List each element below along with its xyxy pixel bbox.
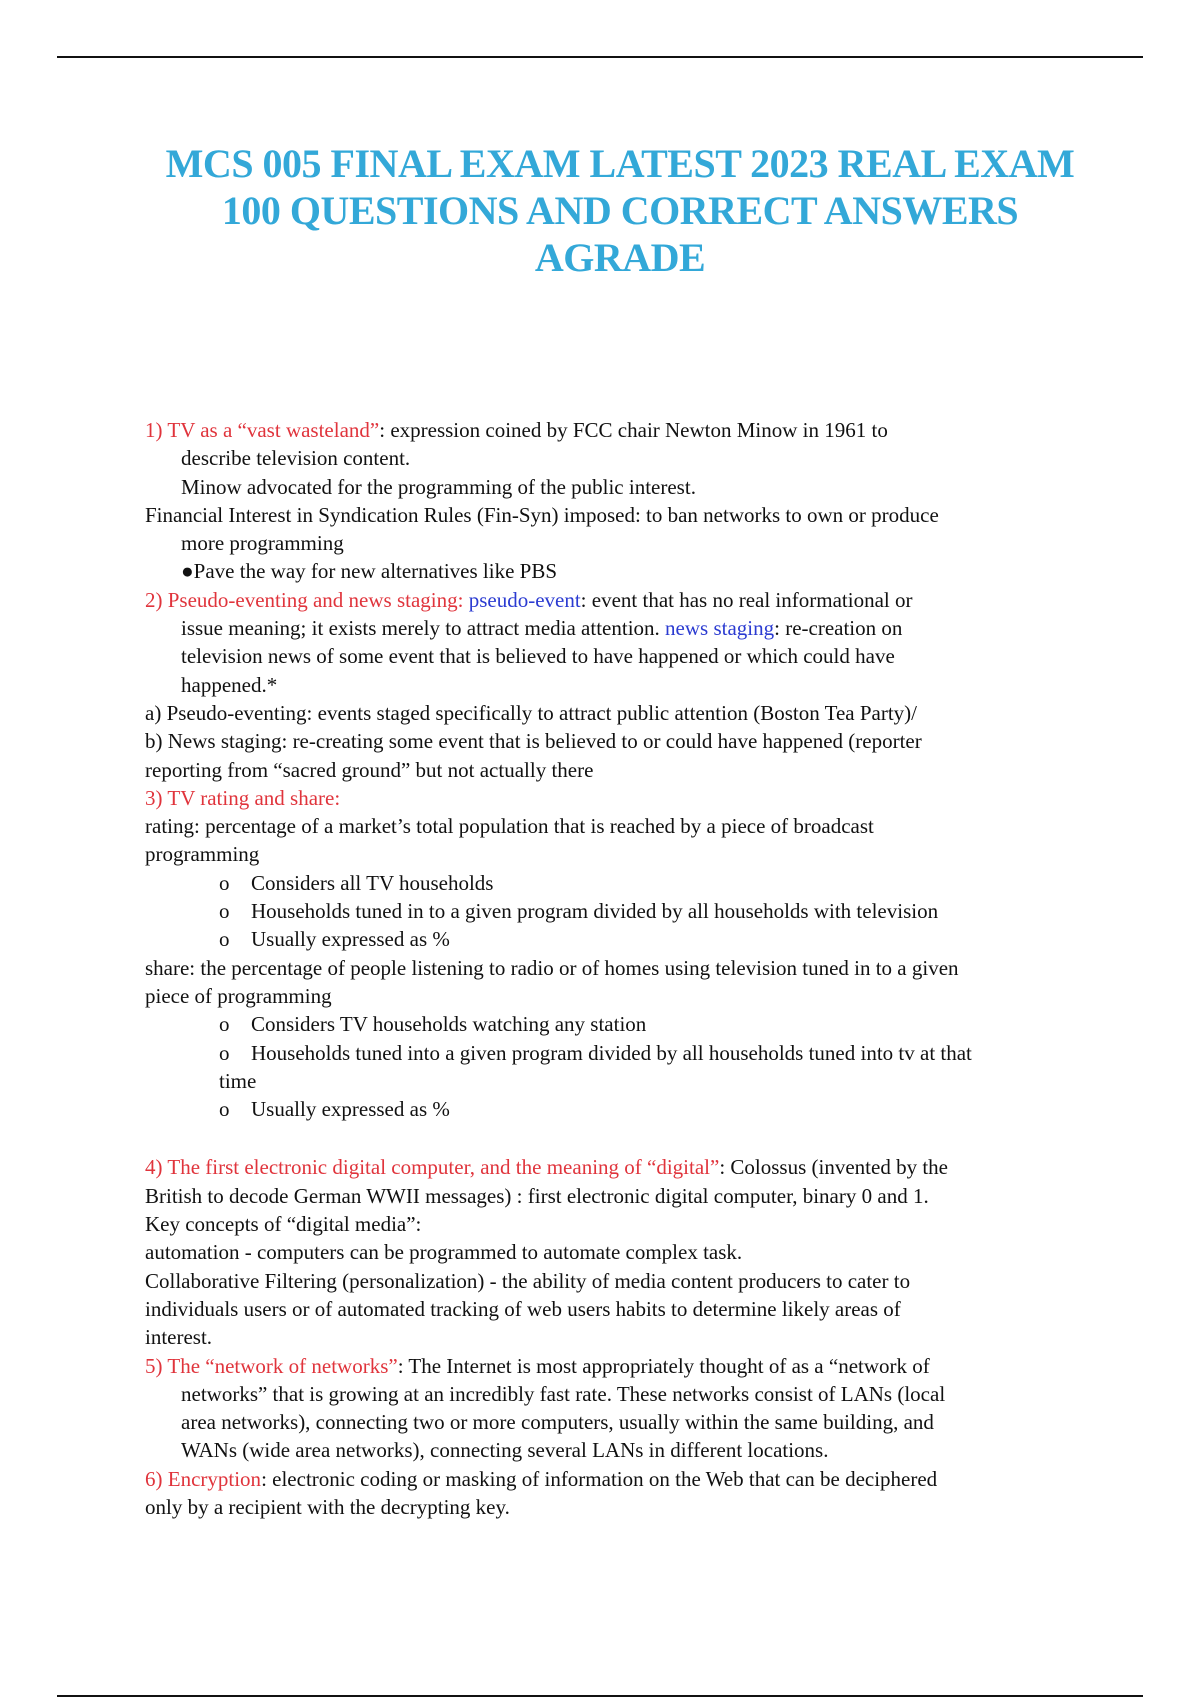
spacer [145, 1123, 1100, 1153]
q1-line: 1) TV as a “vast wasteland”: expression coined by FCC chair Newton Minow in 1961 to [145, 418, 888, 442]
list-item-continuation: time [219, 1068, 257, 1093]
q5-heading: 5) The “network of networks” [145, 1353, 398, 1378]
title-line-1: MCS 005 FINAL EXAM LATEST 2023 REAL EXAM [165, 141, 1075, 186]
bullet-icon: o [219, 1097, 230, 1122]
page-title [80, 140, 1160, 281]
q5-line: networks” that is growing at an incredibly fast rate. These networks consist of LANs (local [181, 1381, 946, 1406]
q6-heading: 6) Encryption [145, 1466, 262, 1491]
bullet-icon: o [219, 1040, 230, 1065]
q2-item-a: a) Pseudo-eventing: events staged specifically to attract public attention (Boston Tea Party)/ [145, 700, 918, 725]
q4-heading: 4) The first electronic digital computer, and the meaning of “digital” [145, 1155, 720, 1180]
q4-line: 4) The first electronic digital computer, and the meaning of “digital”: Colossus (invented by the [145, 1155, 948, 1180]
q3-rating: rating: percentage of a market’s total population that is reached by a piece of broadcast [145, 814, 874, 839]
list-item: o Usually expressed as % [145, 1095, 1100, 1123]
list-item: o Usually expressed as % [145, 925, 1100, 953]
list-item: o Households tuned in to a given program divided by all households with television [145, 897, 1100, 925]
q3-share: share: the percentage of people listening to radio or of homes using television tuned in to a given [145, 955, 959, 980]
term-pseudo-event: pseudo-event [468, 587, 581, 612]
q5-line: WANs (wide area networks), connecting several LANs in different locations. [181, 1438, 829, 1463]
bullet-icon: o [219, 927, 230, 952]
list-item: o Households tuned into a given program divided by all households tuned into tv at that [145, 1039, 1100, 1067]
q1-line: Minow advocated for the programming of the public interest. [181, 474, 696, 499]
q6-line: only by a recipient with the decrypting key. [145, 1494, 510, 1519]
list-item: o Considers all TV households [145, 869, 1100, 897]
q4-line: British to decode German WWII messages) : first electronic digital computer, binary 0 and 1. [145, 1183, 929, 1208]
q1-heading: 1) TV as a “vast wasteland” [145, 418, 380, 442]
q4-line: Collaborative Filtering (personalization) - the ability of media content producers to cater to [145, 1268, 911, 1293]
q5-line: area networks), connecting two or more computers, usually within the same building, and [181, 1410, 934, 1435]
q3-heading: 3) TV rating and share: [145, 785, 341, 810]
title-line-2: 100 QUESTIONS AND CORRECT ANSWERS [221, 188, 1019, 233]
q2-line: reporting from “sacred ground” but not actually there [145, 757, 594, 782]
q3-line: piece of programming [145, 983, 332, 1008]
bottom-rule [57, 1695, 1143, 1697]
q1-line: describe television content. [181, 446, 411, 471]
document-body [145, 416, 1100, 1521]
q3-line: programming [145, 842, 260, 867]
q6-line: 6) Encryption: electronic coding or masking of information on the Web that can be deciphered [145, 1466, 938, 1491]
q2-item-b: b) News staging: re-creating some event that is believed to or could have happened (reporter [145, 729, 922, 754]
q4-line: interest. [145, 1325, 213, 1350]
q4-line: automation - computers can be programmed to automate complex task. [145, 1240, 743, 1265]
q2-heading: 2) Pseudo-eventing and news staging: [145, 587, 469, 612]
q2-line: television news of some event that is believed to have happened or which could have [181, 644, 895, 669]
title-line-3: AGRADE [534, 235, 706, 280]
bullet-icon: o [219, 899, 230, 924]
term-news-staging: news staging [665, 616, 775, 641]
q4-line: individuals users or of automated tracking of web users habits to determine likely areas of [145, 1296, 901, 1321]
q2-line: 2) Pseudo-eventing and news staging: pseudo-event: event that has no real informational or [145, 587, 913, 612]
top-rule [57, 56, 1143, 58]
q1-bullet: ●Pave the way for new alternatives like PBS [181, 559, 558, 584]
q1-line: Financial Interest in Syndication Rules (Fin-Syn) imposed: to ban networks to own or produce [145, 502, 939, 527]
q5-line: 5) The “network of networks”: The Internet is most appropriately thought of as a “network of [145, 1353, 930, 1378]
list-item: o Considers TV households watching any station [145, 1010, 1100, 1038]
q4-line: Key concepts of “digital media”: [145, 1212, 422, 1237]
q1-line: more programming [181, 531, 344, 556]
q2-line: issue meaning; it exists merely to attract media attention. news staging: re-creation on [181, 616, 903, 641]
bullet-icon: o [219, 870, 230, 895]
bullet-icon: o [219, 1012, 230, 1037]
q2-line: happened.* [181, 672, 278, 697]
